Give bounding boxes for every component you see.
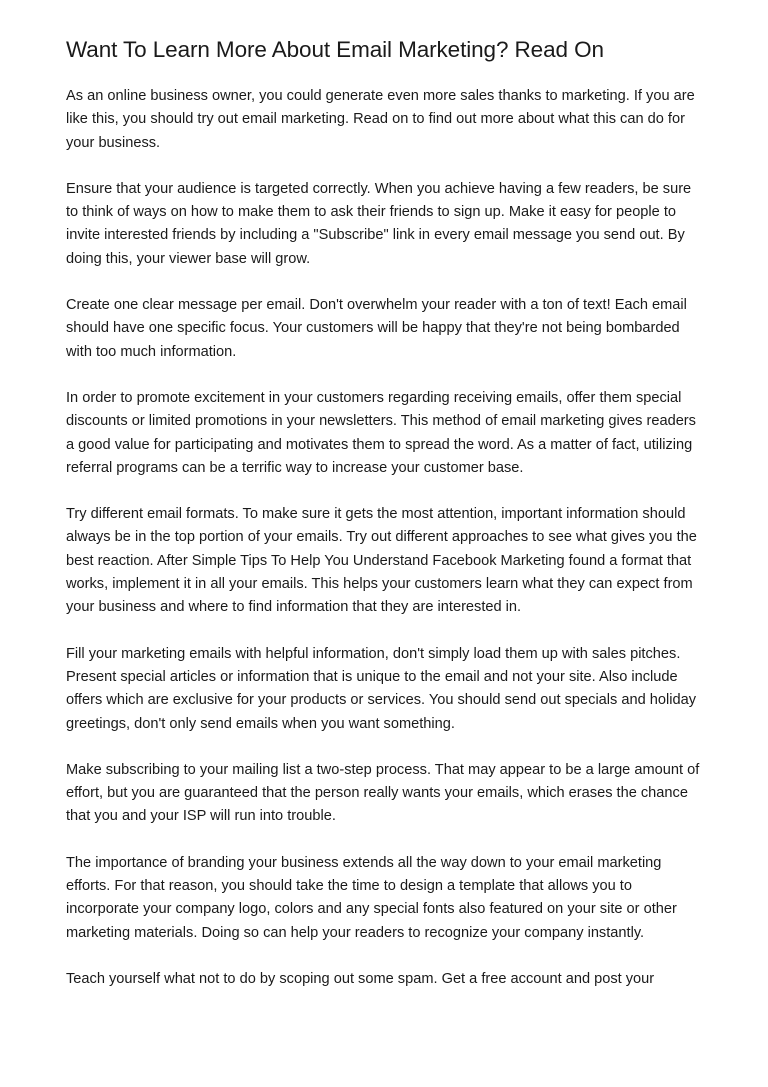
paragraph-4: In order to promote excitement in your customers regarding receiving emails, offer them special discounts or limited promotions in your newsletters. This method of email marketing gives readers a good value for participating and motivates them to spread the word. As a matter of fact, utilizing referral programs can be a terrific way to increase your customer base. — [66, 389, 696, 476]
paragraph-6: Fill your marketing emails with helpful information, don't simply load them up with sales pitches. Present special articles or information that is unique to the email and not your site. Also include offers which are exclusive for your products or services. You should send out specials and holiday greetings, don't only send emails when you want something. — [66, 645, 697, 732]
paragraph-7: Make subscribing to your mailing list a two-step process. That may appear to be a large amount of effort, but you are guaranteed that the person really wants your emails, which erases the chance that you and your ISP will run into trouble. — [66, 761, 700, 825]
paragraph-3: Create one clear message per email. Don't overwhelm your reader with a ton of text! Each email should have one specific focus. Your customers will be happy that they're not being bombarded with too much information. — [66, 297, 687, 360]
page-title: Want To Learn More About Email Marketing? Read On — [66, 37, 604, 62]
paragraph-2: Ensure that your audience is targeted correctly. When you achieve having a few readers, be sure to think of ways on how to make them to ask their friends to sign up. Make it easy for people to invite interested friends by including a "Subscribe" link in every email message you send out. By doing this, your viewer base will grow. — [66, 180, 692, 267]
paragraph-9: Teach yourself what not to do by scoping out some spam. Get a free account and post your — [66, 970, 655, 987]
paragraph-5: Try different email formats. To make sure it gets the most attention, important information should always be in the top portion of your emails. Try out different approaches to see what gives you the best reaction. After Simple Tips To Help You Understand Facebook Marketing found a format that works, implement it in all your emails. This helps your customers learn what they can expect from your business and where to find information that they are interested in. — [66, 506, 697, 616]
article-body — [66, 85, 706, 991]
paragraph-8: The importance of branding your business extends all the way down to your email marketing efforts. For that reason, you should take the time to design a template that allows you to incorporate your company logo, colors and any special fonts also featured on your site or other marketing materials. Doing so can help your readers to recognize your company instantly. — [66, 854, 677, 941]
document-page — [66, 0, 706, 1014]
paragraph-1: As an online business owner, you could generate even more sales thanks to marketing. If you are like this, you should try out email marketing. Read on to find out more about what this can do for your business. — [66, 88, 695, 151]
